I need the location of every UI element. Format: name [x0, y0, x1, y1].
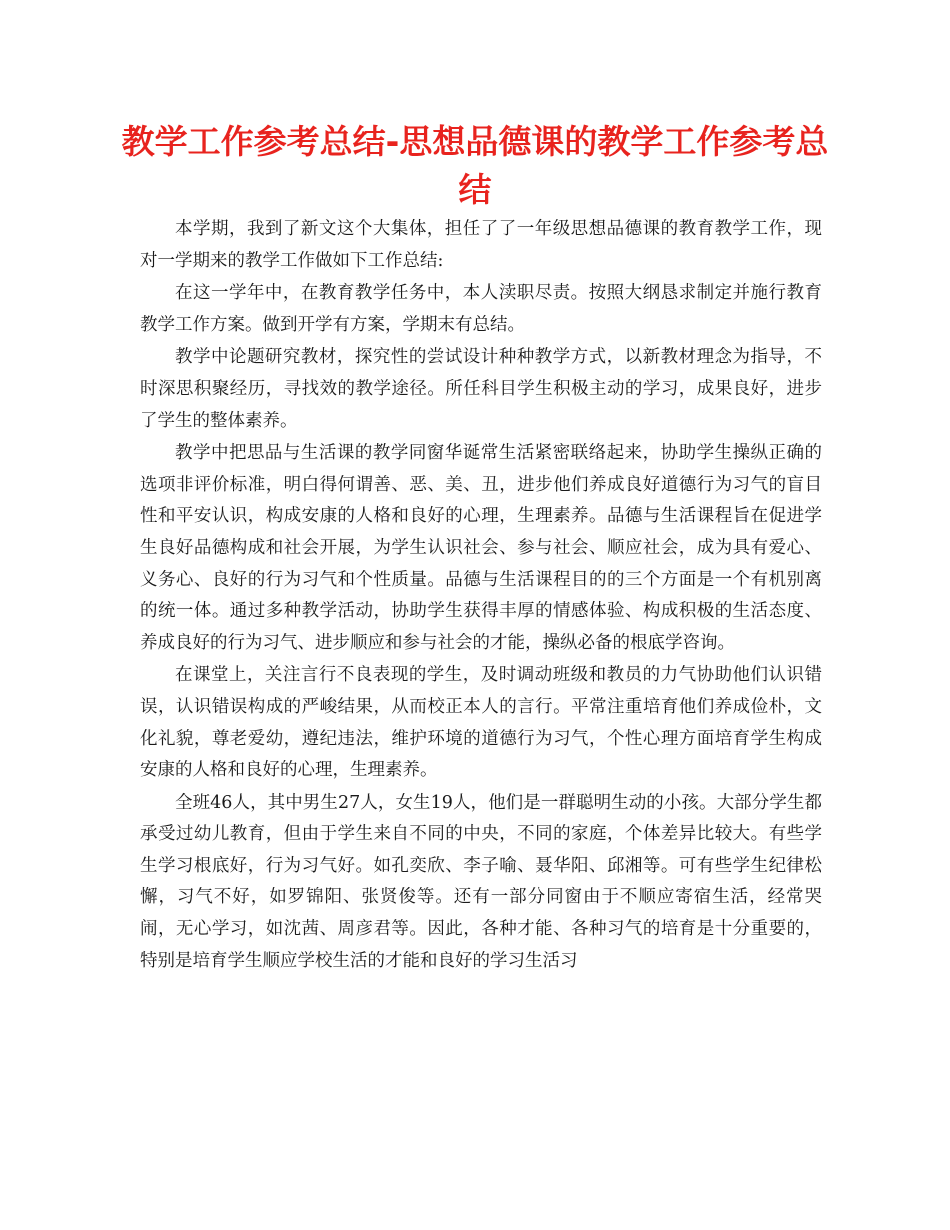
paragraph: 全班46人，其中男生27人，女生19人，他们是一群聪明生动的小孩。大部分学生都承受过幼儿教育，但由于学生来自不同的中央，不同的家庭，个体差异比较大。有些学生学习根底好，行为习气好。如孔奕欣、李子喻、聂华阳、邱湘等。可有些学生纪律松懈，习气不好，如罗锦阳、张贤俊等。还有一部分同窗由于不顺应寄宿生活，经常哭闹，无心学习，如沈茜、周彦君等。因此，各种才能、各种习气的培育是十分重要的，特别是培育学生顺应学校生活的才能和良好的学习生活习	[140, 792, 822, 971]
paragraph: 教学中论题研究教材，探究性的尝试设计种种教学方式，以新教材理念为指导，不时深思积聚经历，寻找效的教学途径。所任科目学生积极主动的学习，成果良好，进步了学生的整体素养。	[140, 347, 822, 431]
paragraph: 在课堂上，关注言行不良表现的学生，及时调动班级和教员的力气协助他们认识错误，认识错误构成的严峻结果，从而校正本人的言行。平常注重培育他们养成俭朴，文化礼貌，尊老爱幼，遵纪违法，维护环境的道德行为习气，个性心理方面培育学生构成安康的人格和良好的心理，生理素养。	[140, 665, 822, 781]
document-title: 教学工作参考总结-思想品德课的教学工作参考总结	[121, 122, 829, 209]
paragraph: 本学期，我到了新文这个大集体，担任了了一年级思想品德课的教育教学工作，现对一学期来的教学工作做如下工作总结:	[140, 219, 822, 271]
document-body	[140, 214, 822, 978]
paragraph: 在这一学年中，在教育教学任务中，本人渎职尽责。按照大纲恳求制定并施行教育教学工作方案。做到开学有方案，学期末有总结。	[140, 283, 822, 335]
paragraph: 教学中把思品与生活课的教学同窗华诞常生活紧密联络起来，协助学生操纵正确的选项非评价标准，明白得何谓善、恶、美、丑，进步他们养成良好道德行为习气的盲目性和平安认识，构成安康的人格和良好的心理，生理素养。品德与生活课程旨在促进学生良好品德构成和社会开展，为学生认识社会、参与社会、顺应社会，成为具有爱心、义务心、良好的行为习气和个性质量。品德与生活课程目的的三个方面是一个有机别离的统一体。通过多种教学活动，协助学生获得丰厚的情感体验、构成积极的生活态度、养成良好的行为习气、进步顺应和参与社会的才能，操纵必备的根底学咨询。	[140, 443, 822, 653]
